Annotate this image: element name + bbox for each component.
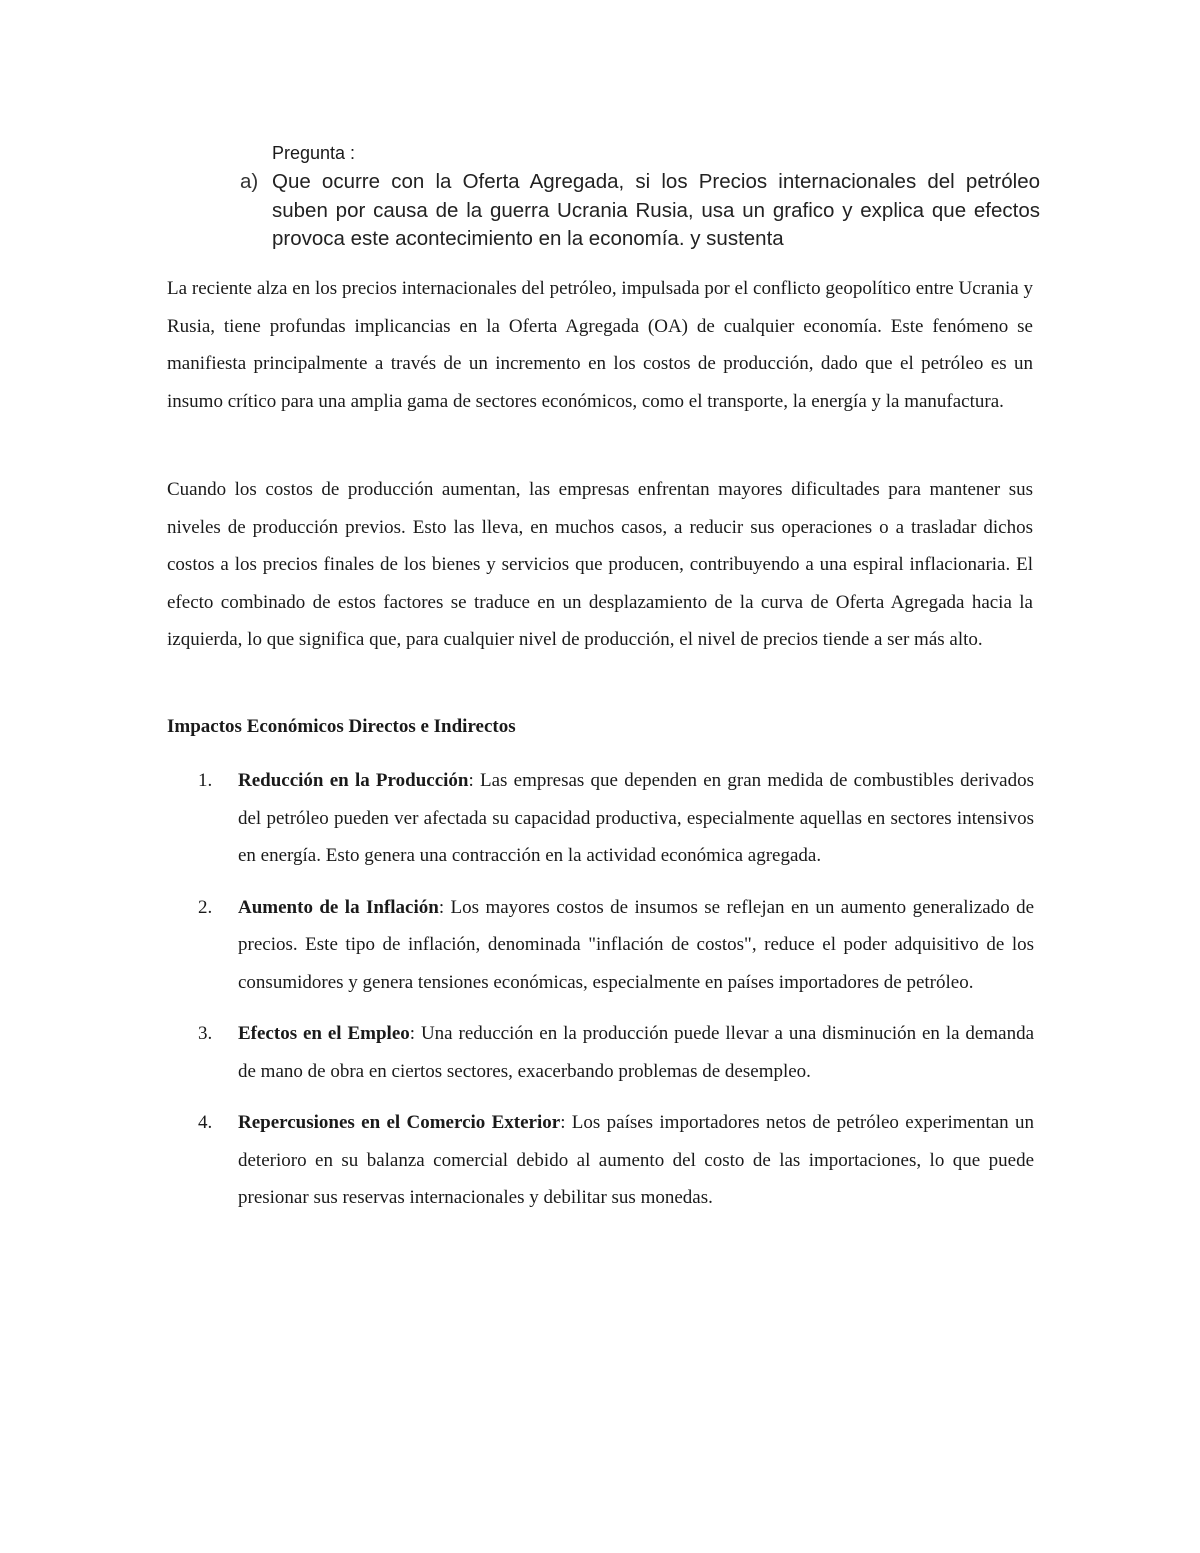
question-item [240,168,1040,254]
question-text: Que ocurre con la Oferta Agregada, si los Precios internacionales del petróleo suben por causa de la guerra Ucrania Rusia, usa un grafico y explica que efectos provoca este acontecimiento en la economía. y sustenta [272,170,1040,250]
list-item-title: Efectos en el Empleo [238,1023,410,1044]
list-item-number: 1. [198,770,213,791]
list-item-number: 4. [198,1112,213,1133]
list-item-title: Repercusiones en el Comercio Exterior [238,1112,561,1133]
paragraph-costs: Cuando los costos de producción aumentan, las empresas enfrentan mayores dificultades para mantener sus niveles de producción previos. Esto las lleva, en muchos casos, a reducir sus operaciones o a trasladar dichos costos a los precios finales de los bienes y servicios que producen, contribuyendo a una espiral inflacionaria. El efecto combinado de estos factores se traduce en un desplazamiento de la curva de Oferta Agregada hacia la izquierda, lo que significa que, para cualquier nivel de producción, el nivel de precios tiende a ser más alto. [167,479,1033,650]
impact-list [198,762,1034,1231]
list-item-body [238,762,1034,875]
paragraph-intro: La reciente alza en los precios internacionales del petróleo, impulsada por el conflicto geopolítico entre Ucrania y Rusia, tiene profundas implicancias en la Oferta Agregada (OA) de cualquier economía. Este fenómeno se manifiesta principalmente a través de un incremento en los costos de producción, dado que el petróleo es un insumo crítico para una amplia gama de sectores económicos, como el transporte, la energía y la manufactura. [167,278,1033,412]
list-item-text: : Los países importadores netos de petróleo experimentan un deterioro en su balanza comercial debido al aumento del costo de las importaciones, lo que puede presionar sus reservas internacionales y debilitar sus monedas. [238,1112,1034,1208]
section-heading: Impactos Económicos Directos e Indirectos [167,716,516,737]
list-item-body [238,1015,1034,1090]
list-item-text: : Los mayores costos de insumos se reflejan en un aumento generalizado de precios. Este tipo de inflación, denominada "inflación de costos", reduce el poder adquisitivo de los consumidores y genera tensiones económicas, especialmente en países importadores de petróleo. [238,896,1034,993]
question-heading: Pregunta : [272,143,356,163]
list-item-text: : Las empresas que dependen en gran medida de combustibles derivados del petróleo pueden ver afectada su capacidad productiva, especialmente aquellas en sectores intensivos en energía. Esto genera una contracción en la actividad económica agregada. [238,770,1034,866]
list-item-title: Reducción en la Producción [238,770,469,791]
list-item-body [238,1104,1034,1217]
list-item [198,1015,1034,1090]
question-marker: a) [240,170,259,193]
list-item-number: 3. [198,1023,213,1044]
list-item [198,762,1034,875]
list-item-title: Aumento de la Inflación [238,896,439,918]
list-item-number: 2. [198,896,213,918]
list-item-text: : Una reducción en la producción puede llevar a una disminución en la demanda de mano de obra en ciertos sectores, exacerbando problemas de desempleo. [238,1023,1034,1082]
question-block [240,140,1040,254]
list-item-body [238,889,1034,1002]
list-item [198,1104,1034,1217]
list-item [198,889,1034,1002]
